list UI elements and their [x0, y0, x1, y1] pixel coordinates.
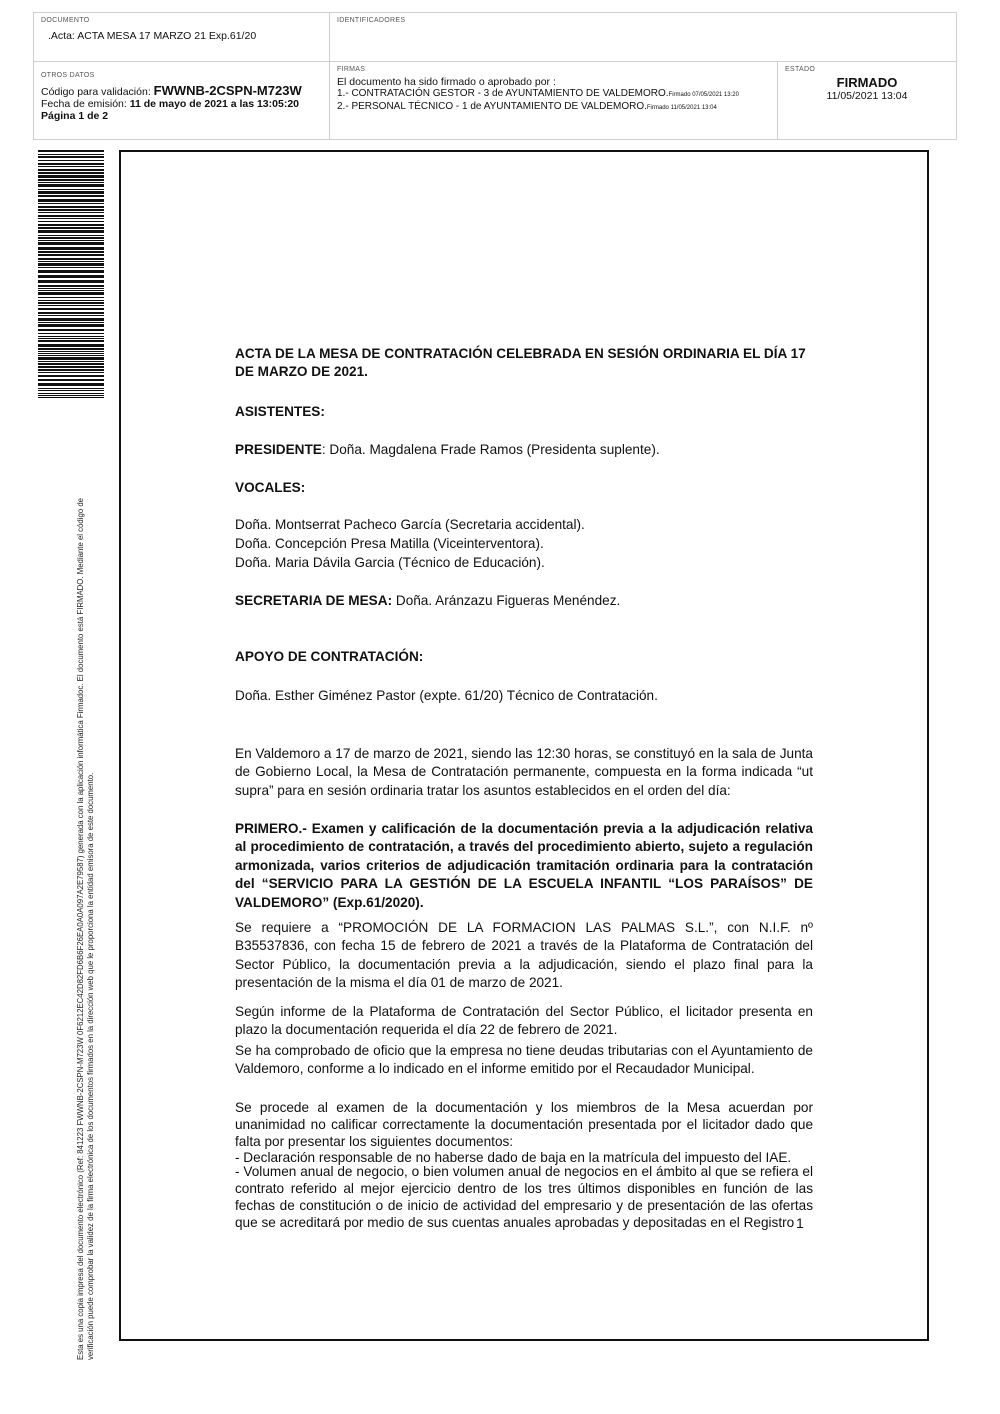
page-number: 1	[796, 1215, 804, 1231]
documento-value: .Acta: ACTA MESA 17 MARZO 21 Exp.61/20	[48, 30, 257, 42]
pagina-info: Página 1 de 2	[41, 110, 109, 122]
estado-date: 11/05/2021 13:04	[826, 90, 908, 102]
paragraph-requerimiento: Se requiere a “PROMOCIÓN DE LA FORMACION LAS PALMAS S.L.”, con N.I.F. nº B35537836, con fecha 15 de febrero de 2021 a través de la Plataforma de Contratación del Sector Público, la documentación previa a la adjudicación, siendo el plazo final para la presentación de la misma el día 01 de marzo de 2021.	[235, 919, 813, 991]
intro-paragraph: En Valdemoro a 17 de marzo de 2021, siendo las 12:30 horas, se constituyó en la sala de Junta de Gobierno Local, la Mesa de Contratación permanente, compuesta en la forma indicada “ut supra” para en sesión ordinaria tratar los asuntos establecidos en el orden del día:	[235, 745, 813, 798]
firmas-cell	[330, 62, 778, 139]
identificadores-label: IDENTIFICADORES	[337, 17, 406, 24]
apoyo-heading: APOYO DE CONTRATACIÓN:	[235, 648, 424, 664]
paragraph-deudas: Se ha comprobado de oficio que la empresa no tiene deudas tributarias con el Ayuntamiento de Valdemoro, conforme a lo indicado en el informe emitido por el Recaudador Municipal.	[235, 1042, 813, 1077]
presidente-line: PRESIDENTE: Doña. Magdalena Frade Ramos (Presidenta suplente).	[235, 441, 660, 457]
otros-datos-label: OTROS DATOS	[41, 72, 95, 79]
estado-label: ESTADO	[785, 66, 816, 73]
vocal-2: Doña. Concepción Presa Matilla (Viceinterventora).	[235, 535, 544, 551]
vocales-heading: VOCALES:	[235, 479, 306, 495]
otros-datos-cell	[34, 62, 330, 139]
primero-paragraph: PRIMERO.- Examen y calificación de la documentación previa a la adjudicación relativa al procedimiento de contratación, a través del procedimiento abierto, sujeto a regulación armonizada, varios criterios de adjudicación tramitación ordinaria para la contratación del “SERVICIO PARA LA GESTIÓN DE LA ESCUELA INFANTIL “LOS PARAÍSOS” DE VALDEMORO” (Exp.61/2020).	[235, 820, 813, 910]
asistentes-heading: ASISTENTES:	[235, 403, 325, 419]
fecha-emision: Fecha de emisión: 11 de mayo de 2021 a las 13:05:20	[41, 98, 300, 110]
vocal-3: Doña. Maria Dávila Garcia (Técnico de Educación).	[235, 554, 545, 570]
firmas-label: FIRMAS	[337, 66, 366, 73]
vocal-1: Doña. Montserrat Pacheco García (Secretaria accidental).	[235, 516, 585, 532]
side-verification-note	[76, 410, 96, 1360]
paragraph-informe: Según informe de la Plataforma de Contratación del Sector Público, el licitador presenta en plazo la documentación requerida el día 22 de febrero de 2021.	[235, 1003, 813, 1038]
documento-cell	[34, 13, 330, 62]
barcode-image	[38, 150, 104, 400]
secretaria-line: SECRETARIA DE MESA: Doña. Aránzazu Figueras Menéndez.	[235, 592, 621, 608]
paragraph-examen: Se procede al examen de la documentación y los miembros de la Mesa acuerdan por unanimidad no calificar correctamente la documentación presentada por el licitador dado que falta por presentar los siguientes documentos:	[235, 1099, 813, 1149]
estado-cell	[778, 62, 956, 139]
acta-title: ACTA DE LA MESA DE CONTRATACIÓN CELEBRADA EN SESIÓN ORDINARIA EL DÍA 17 DE MARZO DE 2021.	[235, 345, 806, 380]
side-note-line-1: Esta es una copia impresa del documento electrónico (Ref: 841223 FWWNB-2CSPN-M723W 0F6212EC42D82FD6B6F26EA0A0A097A2E79587) generada con la aplicación informática Firmadoc. El documento está FIRMADO. Mediante el código de	[76, 498, 85, 1360]
side-note-line-2: verificación puede comprobar la validez de la firma electrónica de los documentos firmados en la dirección web que le proporciona la entidad emisora de este documento.	[86, 772, 95, 1360]
identificadores-cell	[330, 13, 956, 62]
codigo-validacion: Código para validación: FWWNB-2CSPN-M723W	[41, 83, 302, 98]
list-item-volumen: - Volumen anual de negocio, o bien volumen anual de negocios en el ámbito al que se refiera el contrato referido al mejor ejercicio dentro de los tres últimos disponibles en función de las fechas de constitución o de inicio de actividad del empresario y de presentación de las ofertas que se acreditará por medio de sus cuentas anuales aprobadas y depositadas en el Registro	[235, 1163, 813, 1230]
list-item-iae: - Declaración responsable de no haberse dado de baja en la matrícula del impuesto del IAE.	[235, 1149, 792, 1165]
apoyo-value: Doña. Esther Giménez Pastor (expte. 61/20) Técnico de Contratación.	[235, 687, 658, 703]
firma-1: 1.- CONTRATACIÓN GESTOR - 3 de AYUNTAMIENTO DE VALDEMORO.Firmado 07/05/2021 13:20	[337, 88, 739, 99]
documento-label: DOCUMENTO	[41, 17, 90, 24]
document-header	[33, 12, 957, 140]
firma-2: 2.- PERSONAL TÉCNICO - 1 de AYUNTAMIENTO DE VALDEMORO.Firmado 11/05/2021 13:04	[337, 101, 717, 112]
estado-value: FIRMADO	[836, 75, 898, 90]
firmas-intro: El documento ha sido firmado o aprobado por :	[337, 76, 556, 88]
